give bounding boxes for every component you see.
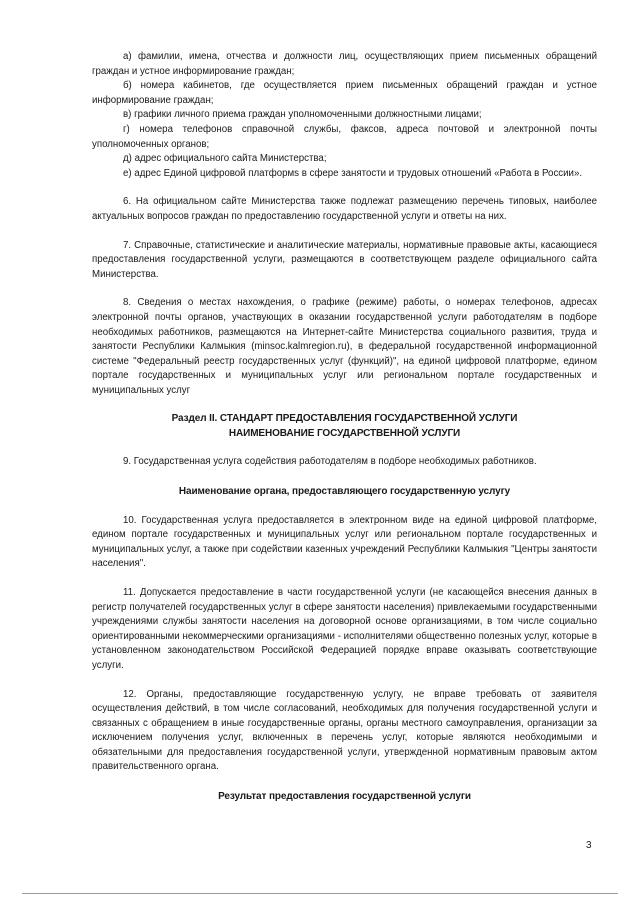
list-item-e: е) адрес Единой цифровой платформs в сфере занятости и трудовых отношений «Работа в России». <box>123 167 583 179</box>
paragraph-9: 9. Государственная услуга содействия работодателям в подборе необходимых работников. <box>123 456 537 468</box>
paragraph-12: 12. Органы, предоставляющие государственную услугу, не вправе требовать от заявителя осуществления действий, в том числе согласований, необходимых для получения государственной услуги и связанных с обращением в иные государственные органы, органы местного самоуправления, организации за исключением получения услуг, включенных в перечень услуг, которые являются необходимыми и обязательными для предоставления государственной услуги, утвержденной нормативным правовым актом правительственного органа. <box>92 688 597 773</box>
list-item-a: а) фамилии, имена, отчества и должности лиц, осуществляющих прием письменных обращений граждан и устное информирование граждан; <box>92 51 597 77</box>
list-item-d: д) адрес официального сайта Министерства; <box>123 153 327 165</box>
bottom-divider <box>22 893 618 894</box>
section-heading-line1: Раздел II. СТАНДАРТ ПРЕДОСТАВЛЕНИЯ ГОСУДАРСТВЕННОЙ УСЛУГИ <box>171 413 518 425</box>
list-item-g: г) номера телефонов справочной службы, факсов, адреса почтовой и электронной почты уполномоченных органов; <box>92 123 597 150</box>
list-item-v: в) графики личного приема граждан уполномоченными должностными лицами; <box>123 109 482 121</box>
paragraph-8: 8. Сведения о местах нахождения, о графике (режиме) работы, о номерах телефонов, адресах электронной почты органов, участвующих в оказании государственной услуги работодателям в подборе необходимых работников, размещаются на Интернет-сайте Министерства социального развития, труда и занятости Республики Калмыкия (minsoc.kalmregion.ru), в федеральной государственной информационной системе "Федеральный реестр государственных услуг (функций)", на единой цифровой платформе, едином портале государственных и муниципальных услуг или региональном портале государственных и муниципальных услуг <box>92 297 597 396</box>
section-heading-line2: НАИМЕНОВАНИЕ ГОСУДАРСТВЕННОЙ УСЛУГИ <box>228 427 461 439</box>
page-content <box>92 50 597 819</box>
paragraph-10: 10. Государственная услуга предоставляется в электронном виде на единой цифровой платформе, едином портале государственных и муниципальных услуг или региональном портале государственных и муниципальных услуг, а также при содействии казенных учреждений Республики Калмыкия "Центры занятости населения". <box>92 514 597 570</box>
result-heading: Результат предоставления государственной услуги <box>218 791 471 803</box>
list-item-b: б) номера кабинетов, где осуществляется прием письменных обращений граждан и устное информирование граждан; <box>92 80 597 106</box>
section-heading <box>92 412 597 441</box>
paragraph-11: 11. Допускается предоставление в части государственной услуги (не касающейся внесения данных в регистр получателей государственных услуг в сфере занятости населения) привлекаемыми государственными учреждениями службы занятости населения на договорной основе организациями, в том числе социально ориентированными некоммерческими организациями - исполнителями общественно полезных услуг, которые в установленном законодательством Российской Федерацией порядке вправе оказывать соответствующие услуги. <box>92 586 597 671</box>
organ-heading: Наименование органа, предоставляющего государственную услугу <box>178 486 511 498</box>
page-number: 3 <box>586 840 592 851</box>
paragraph-6: 6. На официальном сайте Министерства также подлежат размещению перечень типовых, наиболее актуальных вопросов граждан по предоставлению государственной услуги и ответы на них. <box>92 196 597 222</box>
paragraph-7: 7. Справочные, статистические и аналитические материалы, нормативные правовые акты, касающиеся предоставления государственной услуги, размещаются в соответствующем разделе официального сайта Министерства. <box>92 239 597 280</box>
